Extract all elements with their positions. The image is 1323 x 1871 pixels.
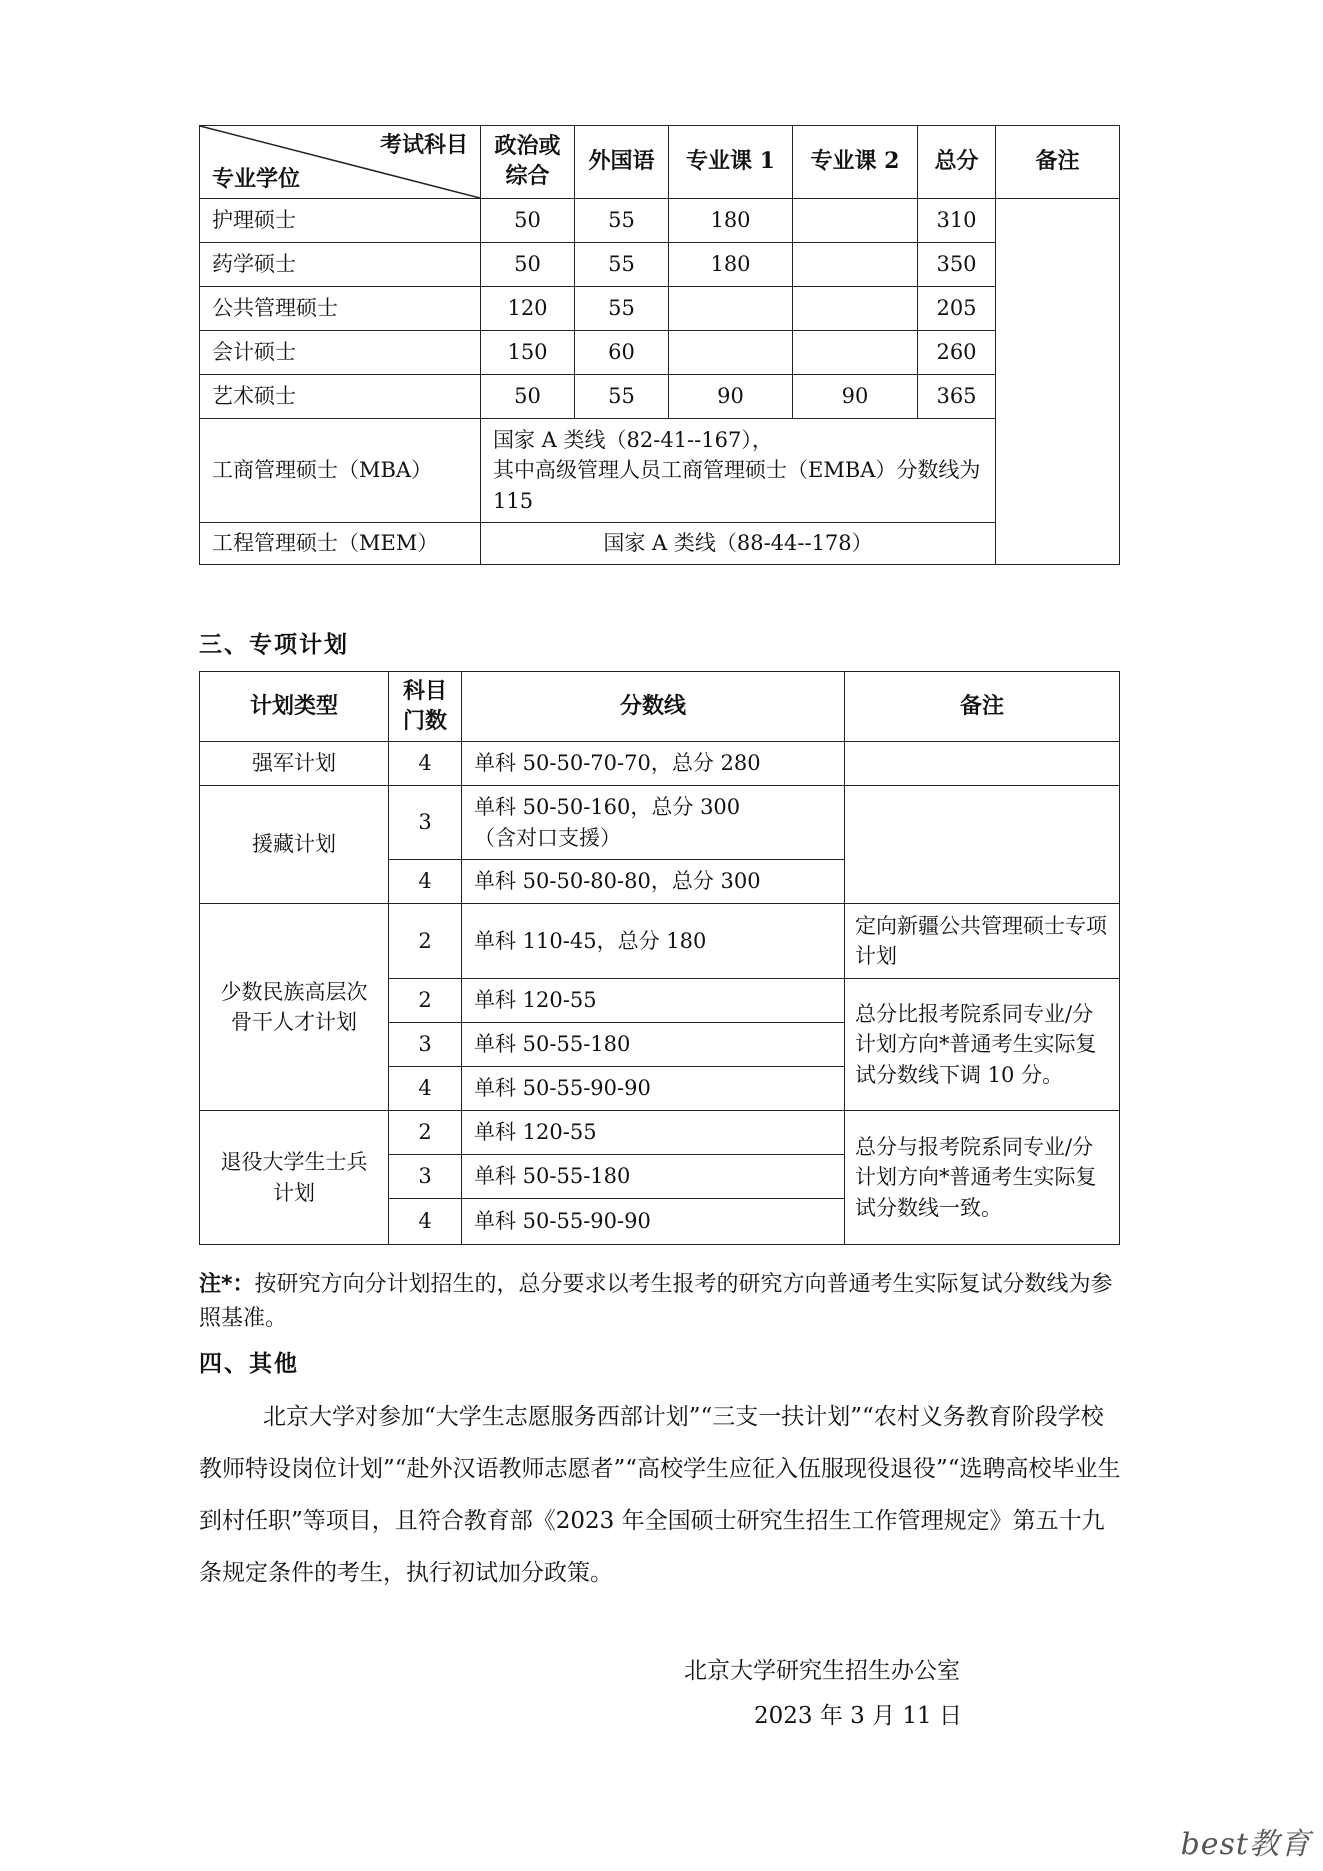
score-line-b: （含对口支援） <box>474 825 621 850</box>
special-plan-table <box>199 671 1120 1245</box>
subject-count: 3 <box>389 1155 462 1199</box>
foreign-score: 55 <box>575 199 669 243</box>
total-score: 205 <box>918 287 996 331</box>
header-course-2: 专业课 2 <box>793 126 918 199</box>
subject-count: 3 <box>389 1023 462 1067</box>
score-line-a: 单科 50-50-160，总分 300 <box>474 795 741 820</box>
section-4-paragraph: 北京大学对参加“大学生志愿服务西部计划”“三支一扶计划”“农村义务教育阶段学校教师特设岗位计划”“赴外汉语教师志愿者”“高校学生应征入伍服现役退役”“选聘高校毕业生到村任职”等项目，且符合教育部《2023 年全国硕士研究生招生工作管理规定》第五十九条规定条件的考生，执行初试加分政策。 <box>199 1404 1121 1586</box>
subject-count: 2 <box>389 1111 462 1155</box>
politics-score: 120 <box>481 287 575 331</box>
table-row-mem <box>200 523 1120 565</box>
table-row <box>200 742 1120 786</box>
mem-score-line: 国家 A 类线（88-44--178） <box>481 523 996 565</box>
degree-name: 艺术硕士 <box>200 375 481 419</box>
score-line: 单科 50-55-180 <box>462 1023 845 1067</box>
notes-cell: 总分与报考院系同专业/分计划方向*普通考生实际复试分数线一致。 <box>845 1111 1120 1245</box>
politics-score: 50 <box>481 199 575 243</box>
score-line <box>462 786 845 860</box>
plan-name: 强军计划 <box>200 742 389 786</box>
course1-score: 180 <box>669 243 793 287</box>
politics-score: 50 <box>481 375 575 419</box>
mba-line-2: 其中高级管理人员工商管理硕士（EMBA）分数线为 115 <box>493 458 981 513</box>
notes-cell: 定向新疆公共管理硕士专项计划 <box>845 904 1120 979</box>
header-notes: 备注 <box>996 126 1120 199</box>
watermark-text: best教育 <box>1180 1827 1311 1862</box>
professional-degree-score-table <box>199 125 1120 565</box>
subject-count: 2 <box>389 904 462 979</box>
subject-count: 4 <box>389 1199 462 1245</box>
signature-org: 北京大学研究生招生办公室 <box>684 1658 960 1684</box>
score-line: 单科 120-55 <box>462 1111 845 1155</box>
course1-score <box>669 331 793 375</box>
course2-score <box>793 199 918 243</box>
subject-count: 4 <box>389 1067 462 1111</box>
total-score: 310 <box>918 199 996 243</box>
degree-name: 会计硕士 <box>200 331 481 375</box>
table-row <box>200 243 1120 287</box>
mba-score-line <box>481 419 996 523</box>
notes-cell: 总分比报考院系同专业/分计划方向*普通考生实际复试分数线下调 10 分。 <box>845 979 1120 1111</box>
course2-score <box>793 331 918 375</box>
notes-cell <box>996 199 1120 565</box>
subject-count: 3 <box>389 786 462 860</box>
table-footnote <box>199 1268 1124 1336</box>
course2-score <box>793 243 918 287</box>
foreign-score: 55 <box>575 243 669 287</box>
diagonal-header-cell <box>200 126 481 199</box>
degree-name: 工程管理硕士（MEM） <box>200 523 481 565</box>
plan-name: 少数民族高层次 骨干人才计划 <box>200 904 389 1111</box>
table-row <box>200 904 1120 979</box>
course1-score: 180 <box>669 199 793 243</box>
section-4-title: 四、其他 <box>199 1351 299 1377</box>
header-subject-count: 科目 门数 <box>389 672 462 742</box>
plan-name: 退役大学生士兵 计划 <box>200 1111 389 1245</box>
subject-count: 4 <box>389 742 462 786</box>
foreign-score: 55 <box>575 287 669 331</box>
header-politics: 政治或 综合 <box>481 126 575 199</box>
header-degree: 专业学位 <box>212 166 301 193</box>
section-3-title: 三、专项计划 <box>199 632 349 658</box>
foreign-score: 60 <box>575 331 669 375</box>
total-score: 260 <box>918 331 996 375</box>
course1-score: 90 <box>669 375 793 419</box>
header-course-1: 专业课 1 <box>669 126 793 199</box>
score-line: 单科 50-50-70-70，总分 280 <box>462 742 845 786</box>
degree-name: 药学硕士 <box>200 243 481 287</box>
header-total: 总分 <box>918 126 996 199</box>
table-row <box>200 375 1120 419</box>
score-line: 单科 50-55-180 <box>462 1155 845 1199</box>
degree-name: 护理硕士 <box>200 199 481 243</box>
score-line: 单科 110-45，总分 180 <box>462 904 845 979</box>
notes-cell <box>845 742 1120 786</box>
table-row <box>200 786 1120 860</box>
total-score: 350 <box>918 243 996 287</box>
table-row <box>200 199 1120 243</box>
header-foreign-language: 外国语 <box>575 126 669 199</box>
course2-score: 90 <box>793 375 918 419</box>
degree-name: 工商管理硕士（MBA） <box>200 419 481 523</box>
politics-score: 50 <box>481 243 575 287</box>
score-line: 单科 50-55-90-90 <box>462 1067 845 1111</box>
mba-line-1: 国家 A 类线（82-41--167）， <box>493 427 773 452</box>
score-line: 单科 120-55 <box>462 979 845 1023</box>
score-line: 单科 50-55-90-90 <box>462 1199 845 1245</box>
footnote-label: 注*： <box>199 1272 255 1297</box>
table-row-mba <box>200 419 1120 523</box>
notes-cell <box>845 786 1120 904</box>
table-row <box>200 287 1120 331</box>
signature-date: 2023 年 3 月 11 日 <box>754 1703 962 1729</box>
table-row <box>200 1111 1120 1155</box>
subject-count: 4 <box>389 860 462 904</box>
degree-name: 公共管理硕士 <box>200 287 481 331</box>
politics-score: 150 <box>481 331 575 375</box>
foreign-score: 55 <box>575 375 669 419</box>
footnote-text: 按研究方向分计划招生的，总分要求以考生报考的研究方向普通考生实际复试分数线为参照基准。 <box>199 1272 1113 1331</box>
total-score: 365 <box>918 375 996 419</box>
header-exam-subject: 考试科目 <box>379 132 468 158</box>
course1-score <box>669 287 793 331</box>
header-plan-type: 计划类型 <box>200 672 389 742</box>
header-score-line: 分数线 <box>462 672 845 742</box>
table-row <box>200 331 1120 375</box>
course2-score <box>793 287 918 331</box>
subject-count: 2 <box>389 979 462 1023</box>
plan-name: 援藏计划 <box>200 786 389 904</box>
header-notes: 备注 <box>845 672 1120 742</box>
score-line: 单科 50-50-80-80，总分 300 <box>462 860 845 904</box>
